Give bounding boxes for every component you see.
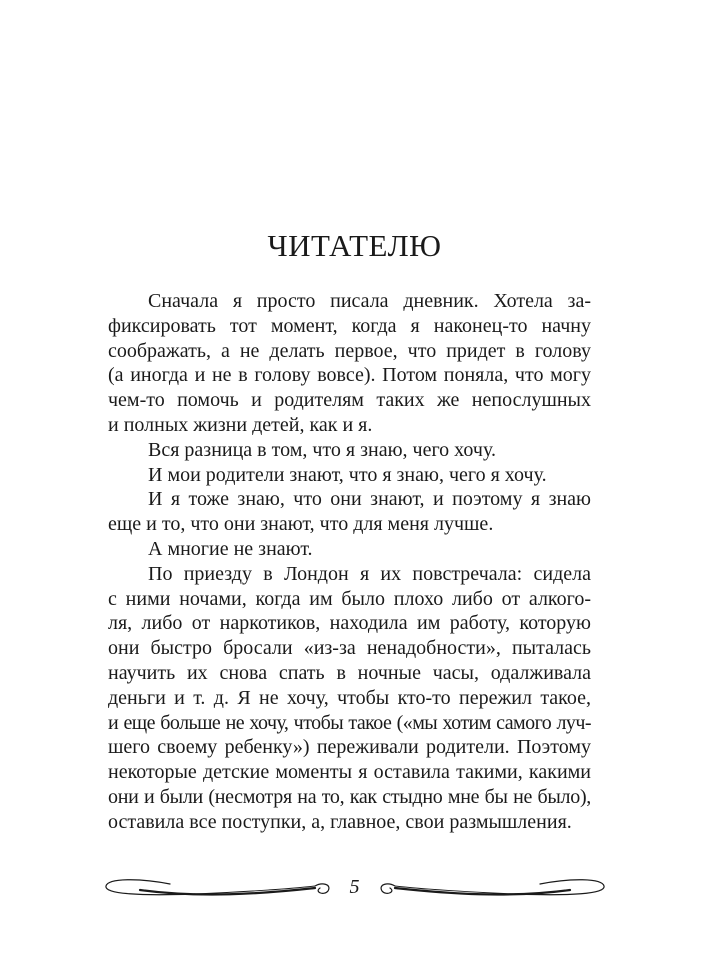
text-line: А многие не знают. xyxy=(148,537,313,560)
text-line: деньги и т. д. Я не хочу, чтобы кто-то пережил такое, xyxy=(108,686,591,709)
text-line: Вся разница в том, что я знаю, чего хочу. xyxy=(148,438,496,461)
text-line: фиксировать тот момент, когда я наконец-то начну xyxy=(108,314,591,337)
text-line: (а иногда и не в голову вовсе). Потом поняла, что могу xyxy=(108,364,591,387)
text-line: И я тоже знаю, что они знают, и поэтому я знаю xyxy=(148,488,591,511)
text-line: с ними ночами, когда им было плохо либо от алкого- xyxy=(108,587,591,610)
text-line: они быстро бросали «из-за ненадобности», пыталась xyxy=(108,637,591,660)
text-line: оставила все поступки, а, главное, свои размышления. xyxy=(108,810,572,833)
text-line: научить их снова спать в ночные часы, одалживала xyxy=(108,661,591,684)
text-line: соображать, а не делать первое, что придет в голову xyxy=(108,339,591,362)
text-line: и полных жизни детей, как и я. xyxy=(108,413,373,436)
text-line: ля, либо от наркотиков, находила им работу, которую xyxy=(108,612,591,635)
chapter-title: ЧИТАТЕЛЮ xyxy=(267,228,442,263)
text-line: некоторые детские моменты я оставила такими, какими xyxy=(108,761,591,784)
body-text xyxy=(108,289,591,835)
text-line: чем-то помочь и родителям таких же непослушных xyxy=(108,389,591,412)
text-line: шего своему ребенку») переживали родители. Поэтому xyxy=(108,736,591,759)
page-number: 5 xyxy=(349,876,360,898)
text-line: По приезду в Лондон я их повстречала: сидела xyxy=(148,562,591,585)
text-line: и еще больше не хочу, чтобы такое («мы хотим самого луч- xyxy=(108,711,591,734)
text-line: Сначала я просто писала дневник. Хотела за- xyxy=(148,290,591,312)
text-line: еще и то, что они знают, что для меня лучше. xyxy=(108,513,494,536)
text-line: И мои родители знают, что я знаю, чего я хочу. xyxy=(148,463,547,486)
text-line: они и были (несмотря на то, как стыдно мне бы не было), xyxy=(108,785,591,808)
